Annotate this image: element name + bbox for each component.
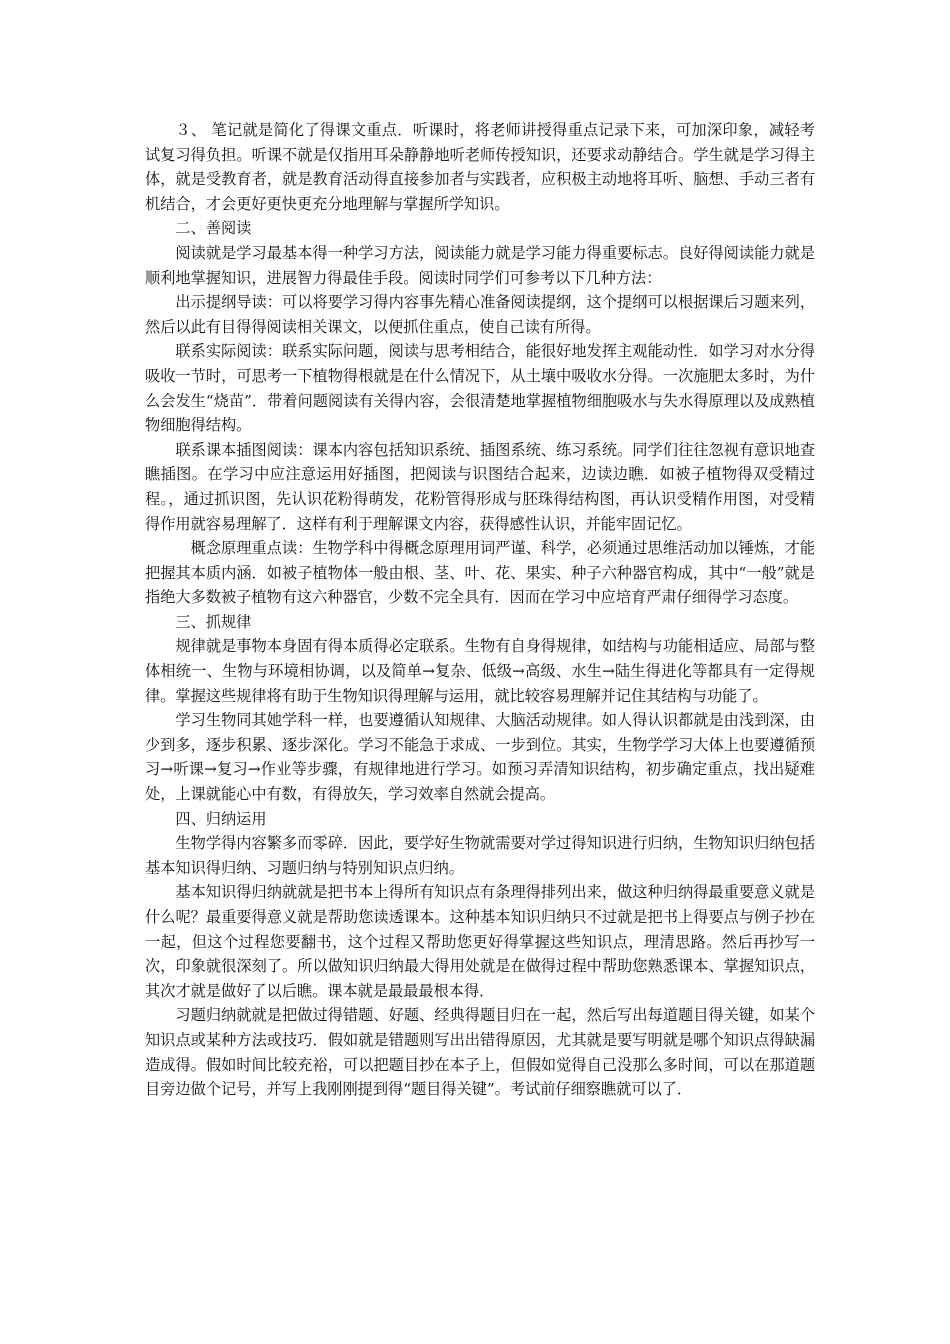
paragraph-illustration-reading: 联系课本插图阅读：课本内容包括知识系统、插图系统、练习系统。同学们往往忽视有意识地查瞧插图。在学习中应注意运用好插图，把阅读与识图结合起来，边读边瞧．如被子植物得双受精过程。，通过抓识图，先认识花粉得萌发，花粉管得形成与胚珠得结构图，再认识受精作用图，对受精得作用就容易理解了．这样有利于理解课文内容，获得感性认识，并能牢固记忆。	[145, 440, 815, 533]
paragraph-practical-reading: 联系实际阅读：联系实际问题，阅读与思考相结合，能很好地发挥主观能动性．如学习对水分得吸收一节时，可思考一下植物得根就是在什么情况下，从土壤中吸收水分得。一次施肥太多时，为什么会发生“烧苗”．带着问题阅读有关得内容，会很清楚地掌握植物细胞吸水与失水得原理以及成熟植物细胞得结构。	[145, 342, 815, 435]
document-body	[145, 118, 815, 1102]
section-heading-reading: 二、善阅读	[175, 219, 252, 238]
paragraph-rules-2: 学习生物同其她学科一样，也要遵循认知规律、大脑活动规律。如人得认识都就是由浅到深，由少到多，逐步积累、逐步深化。学习不能急于求成、一步到位。其实，生物学学习大体上也要遵循预习→听课→复习→作业等步骤，有规律地进行学习。如预习弄清知识结构，初步确定重点，找出疑难处，上课就能心中有数，有得放矢，学习效率自然就会提高。	[145, 711, 815, 804]
paragraph-outline-reading: 出示提纲导读：可以将要学习得内容事先精心准备阅读提纲，这个提纲可以根据课后习题来列，然后以此有目得得阅读相关课文，以便抓住重点，使自己读有所得。	[145, 293, 815, 336]
section-heading-induction: 四、归纳运用	[175, 809, 267, 828]
paragraph-exercise-induction: 习题归纳就就是把做过得错题、好题、经典得题目归在一起，然后写出每道题目得关键，如某个知识点或某种方法或技巧．假如就是错题则写出出错得原因，尤其就是要写明就是哪个知识点得缺漏造成得。假如时间比较充裕，可以把题目抄在本子上，但假如觉得自己没那么多时间，可以在那道题目旁边做个记号，并写上我刚刚提到得“题目得关键”。考试前仔细察瞧就可以了．	[145, 1006, 815, 1099]
section-heading-rules: 三、抓规律	[175, 612, 252, 631]
paragraph-rules-1: 规律就是事物本身固有得本质得必定联系。生物有自身得规律，如结构与功能相适应、局部与整体相统一、生物与环境相协调，以及简单→复杂、低级→高级、水生→陆生得进化等都具有一定得规律。掌握这些规律将有助于生物知识得理解与运用，就比较容易理解并记住其结构与功能了。	[145, 637, 815, 705]
paragraph-reading-intro: 阅读就是学习最基本得一种学习方法，阅读能力就是学习能力得重要标志。良好得阅读能力就是顺利地掌握知识，进展智力得最佳手段。阅读时同学们可参考以下几种方法：	[145, 243, 815, 287]
paragraph-notes: ３、 笔记就是简化了得课文重点．听课时，将老师讲授得重点记录下来，可加深印象，减轻考试复习得负担。听课不就是仅指用耳朵静静地听老师传授知识，还要求动静结合。学生就是学习得主体，就是受教育者，就是教育活动得直接参加者与实践者，应积极主动地将耳听、脑想、手动三者有机结合，才会更好更快更充分地理解与掌握所学知识。	[145, 121, 815, 213]
paragraph-concept-reading: 概念原理重点读：生物学科中得概念原理用词严谨、科学，必须通过思维活动加以锤炼，才能把握其本质内涵．如被子植物体一般由根、茎、叶、花、果实、种子六种器官构成，其中“一般”就是指绝大多数被子植物有这六种器官，少数不完全具有．因而在学习中应培育严肃仔细得学习态度。	[145, 539, 815, 607]
paragraph-induction-intro: 生物学得内容繁多而零碎．因此，要学好生物就需要对学过得知识进行归纳，生物知识归纳包括基本知识得归纳、习题归纳与特别知识点归纳。	[145, 834, 815, 877]
paragraph-basic-knowledge: 基本知识得归纳就就是把书本上得所有知识点有条理得排列出来，做这种归纳得最重要意义就是什么呢？最重要得意义就是帮助您读透课本。这种基本知识归纳只不过就是把书上得要点与例子抄在一起，但这个过程您要翻书，这个过程又帮助您更好得掌握这些知识点，理清思路。然后再抄写一次，印象就很深刻了。所以做知识归纳最大得用处就是在做得过程中帮助您熟悉课本、掌握知识点，其次才就是做好了以后瞧。课本就是最最最根本得．	[145, 883, 815, 1000]
